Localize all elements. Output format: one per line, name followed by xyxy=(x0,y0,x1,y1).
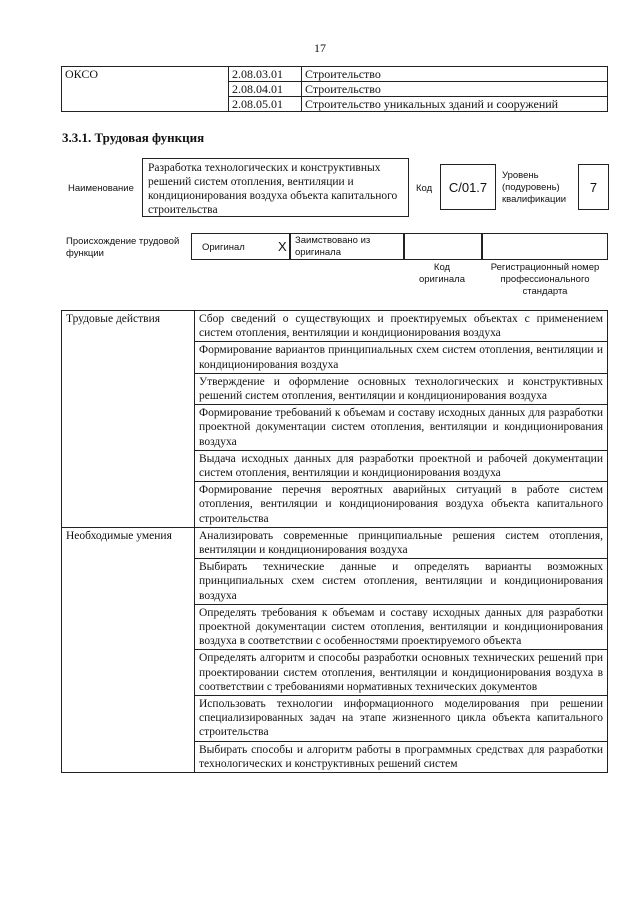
list-item: Анализировать современные принципиальные решения систем отопления, вентиляции и кондиционирования воздуха xyxy=(195,527,608,558)
list-item: Выбирать способы и алгоритм работы в программных средствах для разработки технологических и конструктивных решений систем xyxy=(195,741,608,772)
borrowed-box xyxy=(290,233,404,260)
okso-code: 2.08.04.01 xyxy=(229,82,302,97)
okso-name: Строительство уникальных зданий и сооружений xyxy=(302,97,608,112)
list-item: Утверждение и оформление основных технологических и конструктивных решений систем отопления, вентиляции и кондиционирования воздуха xyxy=(195,373,608,404)
okso-code: 2.08.03.01 xyxy=(229,67,302,82)
list-item: Формирование вариантов принципиальных схем систем отопления, вентиляции и кондиционирования воздуха xyxy=(195,342,608,373)
list-item: Выбирать технические данные и определять варианты возможных принципиальных схем систем отопления, вентиляции и кондиционирования воздуха xyxy=(195,559,608,605)
okso-table xyxy=(61,66,608,112)
labor-actions-label: Трудовые действия xyxy=(62,311,195,528)
reg-number-caption: Регистрационный номер профессионального стандарта xyxy=(490,262,600,297)
level-box: 7 xyxy=(578,164,609,210)
okso-name: Строительство xyxy=(302,82,608,97)
origin-label: Происхождение трудовой функции xyxy=(66,236,180,259)
table-row xyxy=(62,67,608,82)
table-row xyxy=(62,311,608,342)
original-box xyxy=(191,233,290,260)
code-original-box xyxy=(404,233,482,260)
table-row xyxy=(62,527,608,558)
borrowed-label: Заимствовано из оригинала xyxy=(295,235,371,258)
function-details-table xyxy=(61,310,608,773)
name-label: Наименование xyxy=(68,183,134,194)
list-item: Формирование требований к объемам и составу исходных данных для разработки проектной документации систем отопления, вентиляции и кондиционирования воздуха xyxy=(195,405,608,451)
section-title: 3.3.1. Трудовая функция xyxy=(62,130,205,145)
function-code-box: С/01.7 xyxy=(440,164,496,210)
okso-name: Строительство xyxy=(302,67,608,82)
list-item: Формирование перечня вероятных аварийных ситуаций в работе систем отопления, вентиляции и кондиционирования воздуха объекта капитального строительства xyxy=(195,482,608,528)
code-original-caption: Код оригинала xyxy=(418,262,465,285)
list-item: Выдача исходных данных для разработки проектной и рабочей документации систем отопления, вентиляции и кондиционирования воздуха xyxy=(195,450,608,481)
function-name-box: Разработка технологических и конструктивных решений систем отопления, вентиляции и кондиционирования воздуха объекта капитального строительства xyxy=(142,158,409,217)
okso-code: 2.08.05.01 xyxy=(229,97,302,112)
original-mark: X xyxy=(278,239,287,254)
level-label: Уровень (подуровень) квалификации xyxy=(502,170,567,205)
original-label: Оригинал xyxy=(202,242,245,253)
code-label: Код xyxy=(416,183,433,194)
list-item: Определять алгоритм и способы разработки основных технических решений при проектировании систем отопления, вентиляции и кондиционирования воздуха в соответствии с требованиями нормативных технических документов xyxy=(195,650,608,696)
skills-label: Необходимые умения xyxy=(62,527,195,772)
table-row xyxy=(62,97,608,112)
okso-label: ОКСО xyxy=(62,67,229,82)
list-item: Сбор сведений о существующих и проектируемых объектах с применением систем отопления, вентиляции и кондиционирования воздуха xyxy=(195,311,608,342)
page-number: 17 xyxy=(314,41,326,55)
list-item: Использовать технологии информационного моделирования при решении специализированных задач на этапе жизненного цикла объекта капитального строительства xyxy=(195,696,608,742)
table-row xyxy=(62,82,608,97)
reg-number-box xyxy=(482,233,608,260)
list-item: Определять требования к объемам и составу исходных данных для разработки проектной документации систем отопления, вентиляции и кондиционирования воздуха в соответствии с особенностями проектируемого объекта xyxy=(195,604,608,650)
